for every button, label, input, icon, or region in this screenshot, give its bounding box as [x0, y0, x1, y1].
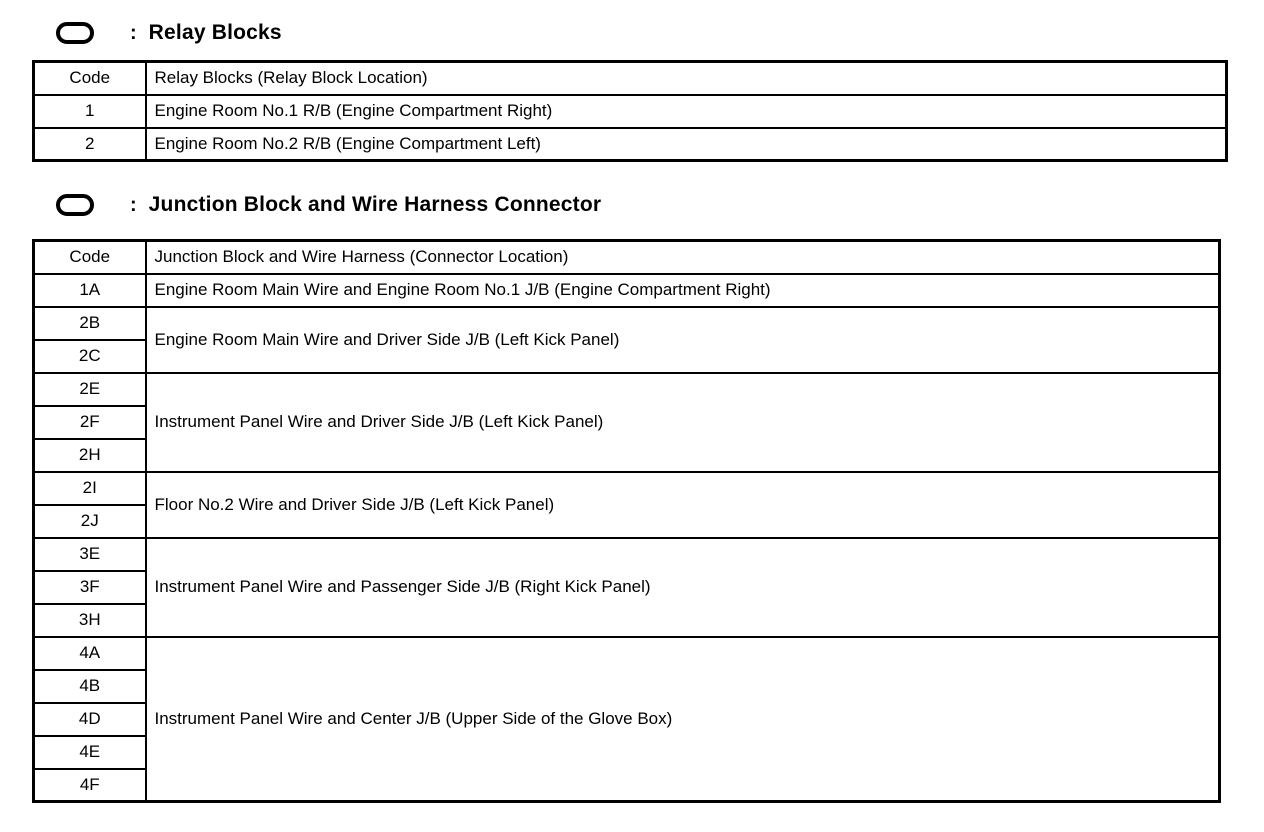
junction-code-header: Code	[34, 241, 146, 274]
junction-description-cell: Engine Room Main Wire and Driver Side J/B (Left Kick Panel)	[146, 307, 1220, 373]
relay-blocks-table	[32, 60, 1228, 162]
junction-block-table	[32, 239, 1221, 803]
relay-table-body	[34, 95, 1227, 161]
relay-code-cell: 2	[34, 128, 146, 161]
relay-colon: :	[130, 21, 137, 44]
junction-description-cell: Instrument Panel Wire and Center J/B (Upper Side of the Glove Box)	[146, 637, 1220, 802]
junction-table-body	[34, 274, 1220, 802]
junction-description-cell: Engine Room Main Wire and Engine Room No.1 J/B (Engine Compartment Right)	[146, 274, 1220, 307]
relay-description-header: Relay Blocks (Relay Block Location)	[146, 62, 1227, 95]
relay-block-symbol-icon	[56, 22, 94, 44]
relay-description-cell: Engine Room No.2 R/B (Engine Compartment Left)	[146, 128, 1227, 161]
junction-table-header-row	[34, 241, 1220, 274]
junction-code-cell: 2C	[34, 340, 146, 373]
junction-code-cell: 3H	[34, 604, 146, 637]
relay-table-header-row	[34, 62, 1227, 95]
junction-description-cell: Instrument Panel Wire and Driver Side J/B (Left Kick Panel)	[146, 373, 1220, 472]
junction-code-cell: 1A	[34, 274, 146, 307]
junction-section-header	[56, 188, 601, 222]
relay-code-header: Code	[34, 62, 146, 95]
junction-code-cell: 2H	[34, 439, 146, 472]
junction-code-cell: 4F	[34, 769, 146, 802]
junction-code-cell: 4B	[34, 670, 146, 703]
table-row	[34, 472, 1220, 505]
junction-code-cell: 2F	[34, 406, 146, 439]
junction-block-symbol-icon	[56, 194, 94, 216]
relay-section-header	[56, 16, 282, 50]
junction-code-cell: 3E	[34, 538, 146, 571]
junction-section-title: Junction Block and Wire Harness Connector	[148, 193, 602, 216]
junction-code-cell: 2E	[34, 373, 146, 406]
table-row	[34, 128, 1227, 161]
junction-code-cell: 3F	[34, 571, 146, 604]
relay-section-title: Relay Blocks	[148, 21, 282, 44]
junction-description-header: Junction Block and Wire Harness (Connector Location)	[146, 241, 1220, 274]
junction-code-cell: 2I	[34, 472, 146, 505]
relay-code-cell: 1	[34, 95, 146, 128]
table-row	[34, 307, 1220, 340]
table-row	[34, 373, 1220, 406]
junction-code-cell: 4A	[34, 637, 146, 670]
junction-description-cell: Instrument Panel Wire and Passenger Side J/B (Right Kick Panel)	[146, 538, 1220, 637]
junction-code-cell: 4D	[34, 703, 146, 736]
table-row	[34, 637, 1220, 670]
junction-code-cell: 4E	[34, 736, 146, 769]
junction-code-cell: 2J	[34, 505, 146, 538]
table-row	[34, 538, 1220, 571]
table-row	[34, 274, 1220, 307]
table-row	[34, 95, 1227, 128]
junction-description-cell: Floor No.2 Wire and Driver Side J/B (Left Kick Panel)	[146, 472, 1220, 538]
relay-description-cell: Engine Room No.1 R/B (Engine Compartment Right)	[146, 95, 1227, 128]
junction-code-cell: 2B	[34, 307, 146, 340]
junction-colon: :	[130, 193, 137, 216]
